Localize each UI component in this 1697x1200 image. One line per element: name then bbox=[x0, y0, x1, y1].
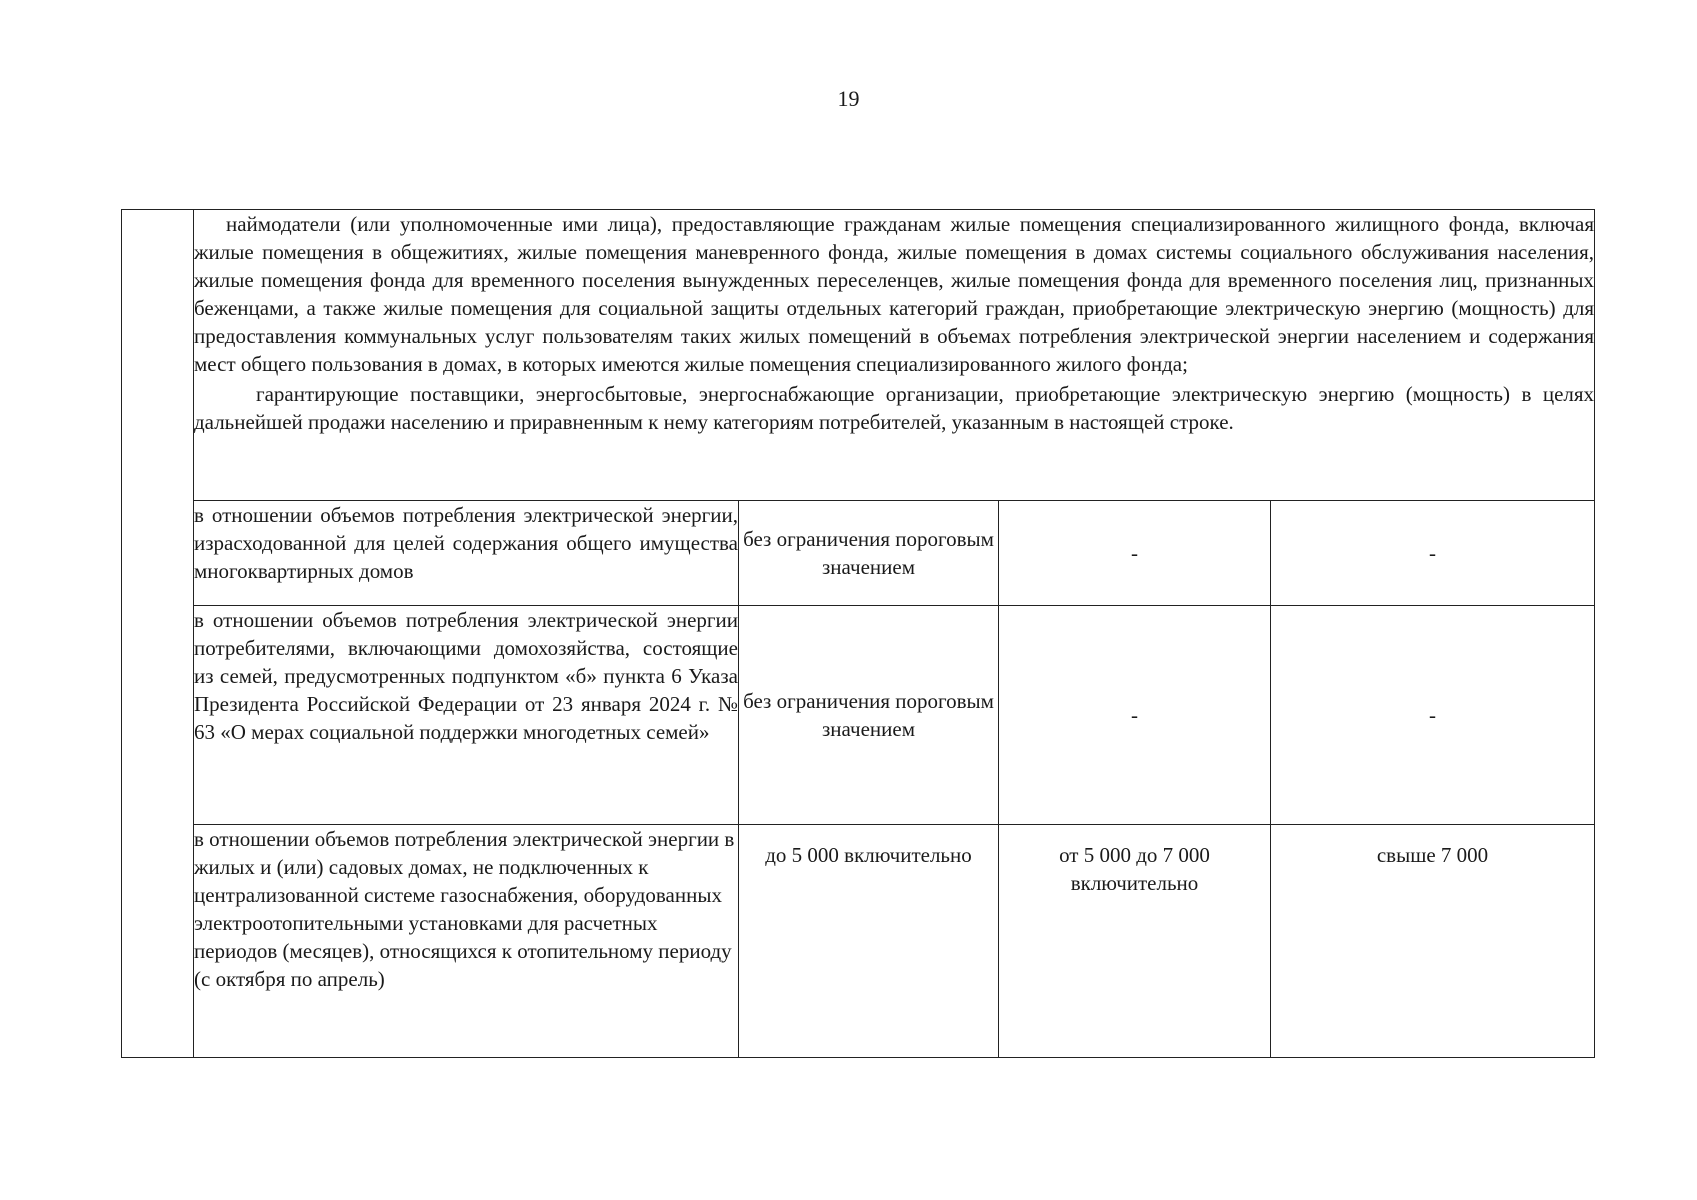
row-number-cell bbox=[122, 210, 194, 1058]
table-row bbox=[122, 606, 1595, 825]
table-row bbox=[122, 501, 1595, 606]
table-row bbox=[122, 825, 1595, 1058]
condition-cell: в отношении объемов потребления электрической энергии потребителями, включающими домохозяйства, состоящие из семей, предусмотренных подпунктом «б» пункта 6 Указа Президента Российской Федерации от 23 января 2024 г. № 63 «О мерах социальной поддержки многодетных семей» bbox=[194, 606, 739, 825]
page-number: 19 bbox=[837, 86, 860, 111]
intro-paragraph-landlords: наймодатели (или уполномоченные ими лица), предоставляющие гражданам жилые помещения специализированного жилищного фонда, включая жилые помещения в общежитиях, жилые помещения маневренного фонда, жилые помещения в домах системы социального обслуживания населения, жилые помещения фонда для временного поселения вынужденных переселенцев, жилые помещения фонда для временного поселения лиц, признанных беженцами, а также жилые помещения для социальной защиты отдельных категорий граждан, приобретающие электрическую энергию (мощность) для предоставления коммунальных услуг пользователям таких жилых помещений в объемах потребления электрической энергии населением и содержания мест общего пользования в домах, в которых имеются жилые помещения специализированного жилого фонда; bbox=[194, 212, 1595, 376]
threshold-cell-2: от 5 000 до 7 000 включительно bbox=[999, 825, 1271, 1058]
threshold-cell-3: - bbox=[1271, 606, 1595, 825]
threshold-cell-3: свыше 7 000 bbox=[1271, 825, 1595, 1058]
threshold-cell-1: без ограничения пороговым значением bbox=[739, 606, 999, 825]
threshold-cell-2: - bbox=[999, 606, 1271, 825]
threshold-cell-1: до 5 000 включительно bbox=[739, 825, 999, 1058]
intro-cell bbox=[194, 210, 1595, 501]
intro-paragraph-suppliers: гарантирующие поставщики, энергосбытовые, энергоснабжающие организации, приобретающие электрическую энергию (мощность) в целях дальнейшей продажи населению и приравненным к нему категориям потребителей, указанным в настоящей строке. bbox=[194, 382, 1595, 434]
threshold-cell-1: без ограничения пороговым значением bbox=[739, 501, 999, 606]
tariff-table bbox=[121, 209, 1595, 1058]
threshold-cell-3: - bbox=[1271, 501, 1595, 606]
table-row-intro bbox=[122, 210, 1595, 501]
condition-cell: в отношении объемов потребления электрической энергии, израсходованной для целей содержания общего имущества многоквартирных домов bbox=[194, 501, 739, 606]
condition-cell: в отношении объемов потребления электрической энергии в жилых и (или) садовых домах, не подключенных к централизованной системе газоснабжения, оборудованных электроотопительными установками для расчетных периодов (месяцев), относящихся к отопительному периоду (с октября по апрель) bbox=[194, 825, 739, 1058]
threshold-cell-2: - bbox=[999, 501, 1271, 606]
